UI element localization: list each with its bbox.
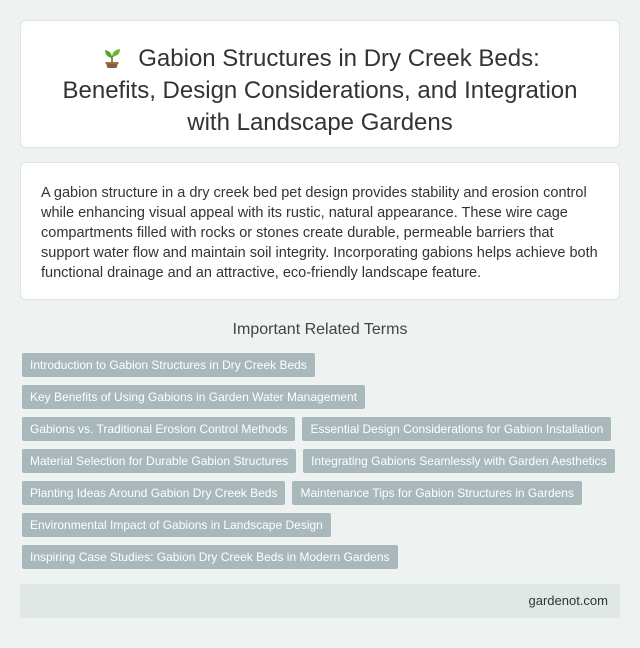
intro-paragraph: A gabion structure in a dry creek bed pet design provides stability and erosion control while enhancing visual appeal with its rustic, natural appearance. These wire cage compartments filled with rocks or stones create durable, permeable barriers that support water flow and maintain soil integrity. Incorporating gabions helps achieve both functional drainage and an attractive, eco-friendly landscape feature. [41,185,598,281]
related-term-tag[interactable]: Gabions vs. Traditional Erosion Control Methods [22,417,295,441]
page-title-text: Gabion Structures in Dry Creek Beds: Benefits, Design Considerations, and Integration with Landscape Gardens [62,45,578,136]
related-term-tag[interactable]: Integrating Gabions Seamlessly with Garden Aesthetics [303,449,615,473]
related-term-tag[interactable]: Environmental Impact of Gabions in Landscape Design [22,513,331,537]
related-term-tag[interactable]: Planting Ideas Around Gabion Dry Creek Beds [22,481,285,505]
related-term-tag[interactable]: Material Selection for Durable Gabion Structures [22,449,296,473]
related-term-tag[interactable]: Essential Design Considerations for Gabion Installation [302,417,611,441]
related-term-tag[interactable]: Introduction to Gabion Structures in Dry Creek Beds [22,353,315,377]
related-term-tag[interactable]: Inspiring Case Studies: Gabion Dry Creek Beds in Modern Gardens [22,545,398,569]
intro-card [20,162,620,300]
related-terms-heading: Important Related Terms [232,321,408,338]
footer-site-link[interactable]: gardenot.com [528,593,608,608]
title-card [20,20,620,148]
page-title [51,43,589,139]
related-terms-list [22,353,622,577]
footer [20,584,620,618]
seedling-icon [100,45,124,69]
related-term-tag[interactable]: Maintenance Tips for Gabion Structures in Gardens [292,481,581,505]
related-term-tag[interactable]: Key Benefits of Using Gabions in Garden Water Management [22,385,365,409]
